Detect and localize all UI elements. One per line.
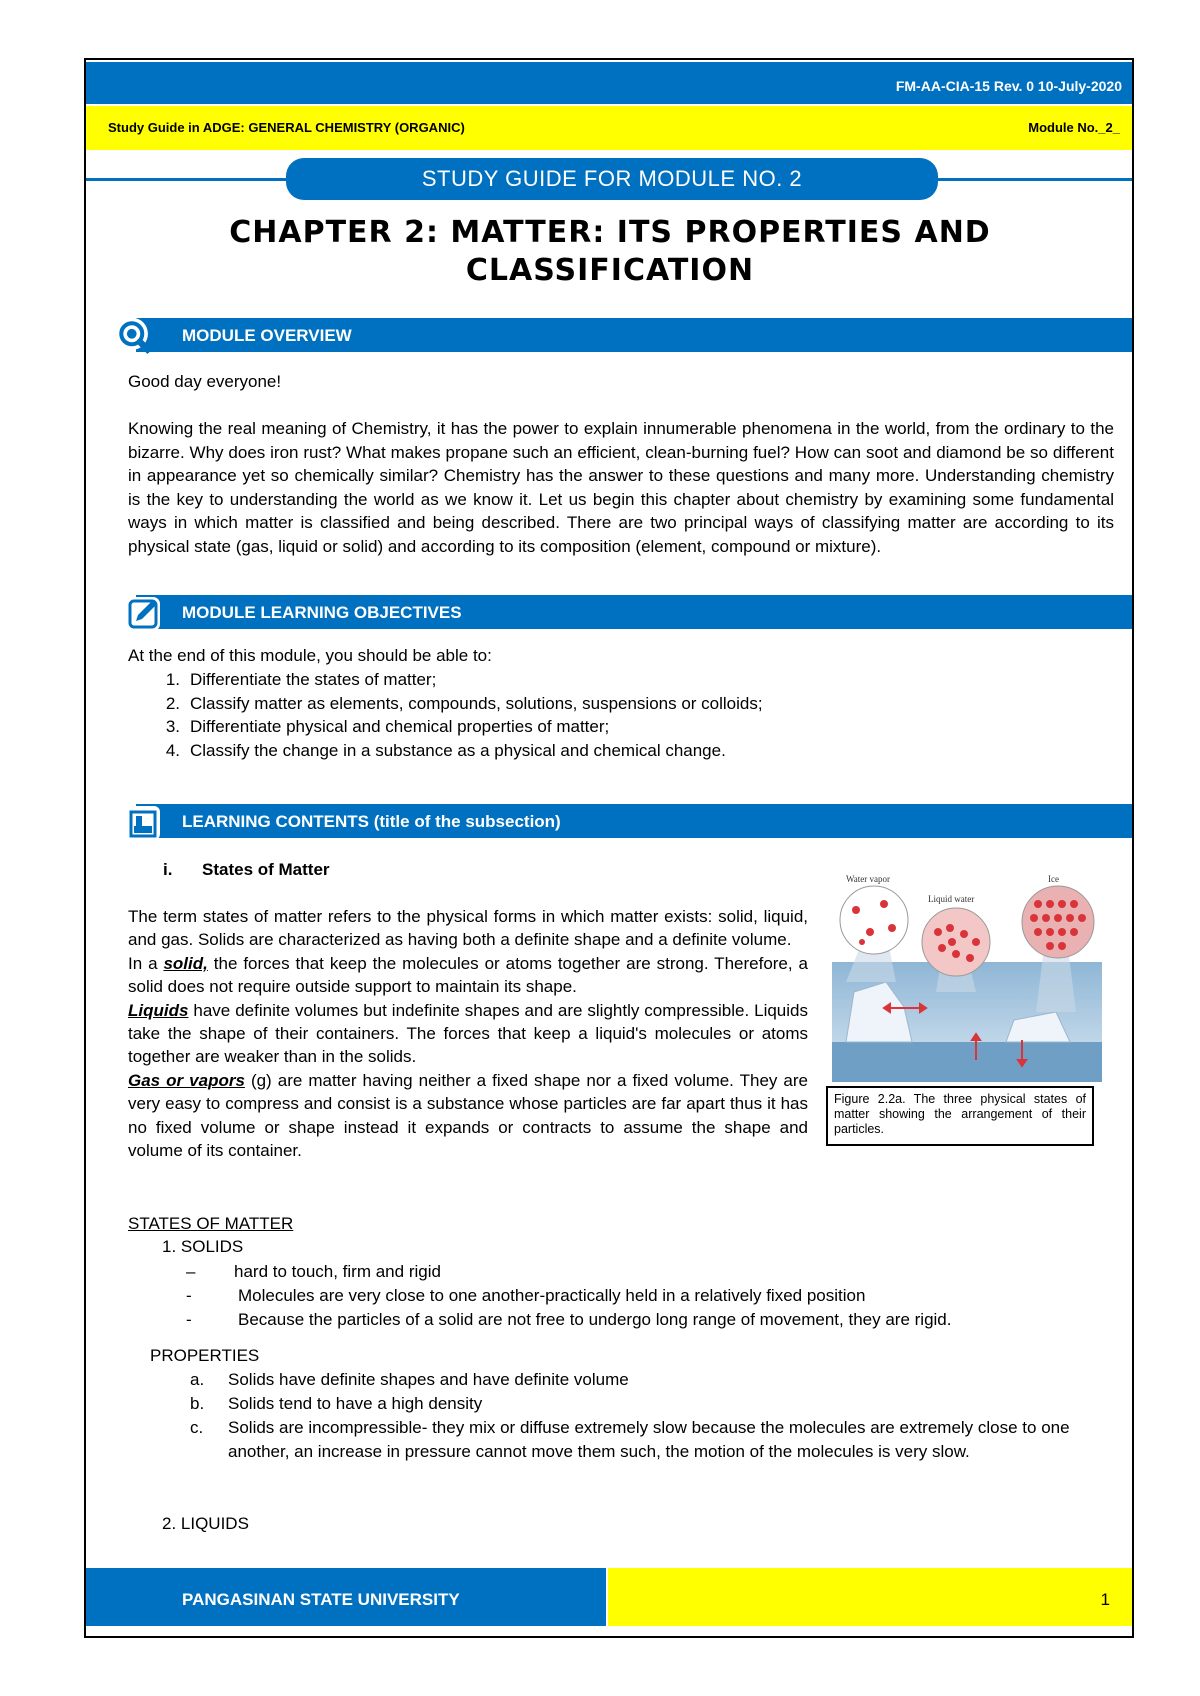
property-letter: b. <box>190 1394 205 1413</box>
figure-label-vapor: Water vapor <box>846 874 891 884</box>
objective-item: 3. Differentiate physical and chemical properties of matter; <box>165 717 610 736</box>
liquids-label: 2. LIQUIDS <box>162 1514 249 1533</box>
footer-page-bar <box>608 1568 1132 1626</box>
university-name: PANGASINAN STATE UNIVERSITY <box>182 1590 460 1609</box>
study-guide-label: Study Guide in ADGE: GENERAL CHEMISTRY (ORGANIC) <box>108 120 465 135</box>
gas-term: Gas or vapors <box>128 1070 245 1090</box>
objectives-list <box>128 668 763 762</box>
objectives-intro: At the end of this module, you should be able to: <box>128 646 492 665</box>
property-text: Solids tend to have a high density <box>228 1394 483 1413</box>
footer-university-bar <box>86 1568 606 1626</box>
objective-item: 1. Differentiate the states of matter; <box>165 670 437 689</box>
learning-objectives-header <box>136 595 1132 629</box>
chapter-title-line-1: CHAPTER 2: MATTER: ITS PROPERTIES AND <box>229 215 991 250</box>
figure-label-ice: Ice <box>1048 874 1059 884</box>
states-of-matter-heading: STATES OF MATTER <box>128 1214 294 1233</box>
objective-item: 4. Classify the change in a substance as a physical and chemical change. <box>165 740 726 760</box>
figure-caption: Figure 2.2a. The three physical states of matter showing the arrangement of their particles. <box>826 1086 1094 1146</box>
liquids-term: Liquids <box>128 1000 189 1020</box>
form-code: FM-AA-CIA-15 Rev. 0 10-July-2020 <box>895 78 1122 94</box>
solid-point: - <box>186 1286 192 1305</box>
solid-point-text: Molecules are very close to one another-practically held in a relatively fixed position <box>238 1286 866 1305</box>
property-letter: a. <box>190 1370 205 1389</box>
solid-point: – <box>186 1262 196 1281</box>
magnifier-icon <box>114 316 156 358</box>
property-letter: c. <box>190 1418 204 1437</box>
properties-label: PROPERTIES <box>150 1346 260 1365</box>
banner-line-right <box>920 178 1132 181</box>
liquid-paragraph: Liquids have definite volumes but indefinite shapes and are slightly compressible. Liquids take the shape of their containers. The forces that keep a liquid's molecules or atoms together are weaker than in the solids. <box>128 1000 808 1067</box>
solids-label: 1. SOLIDS <box>162 1237 244 1256</box>
solid-point-text: Because the particles of a solid are not free to undergo long range of movement, they are rigid. <box>238 1310 952 1329</box>
learning-contents-title: LEARNING CONTENTS (title of the subsection) <box>182 812 561 831</box>
banner-line-left <box>86 178 306 181</box>
states-of-matter-figure <box>826 872 1106 1086</box>
objective-item: 2. Classify matter as elements, compounds, solutions, suspensions or colloids; <box>165 693 763 713</box>
module-number-label: Module No._2_ <box>1028 120 1120 135</box>
greeting-text: Good day everyone! <box>128 372 282 391</box>
module-overview-header <box>136 318 1132 352</box>
solid-term: solid, <box>163 953 208 973</box>
module-overview-title: MODULE OVERVIEW <box>182 326 352 345</box>
chapter-title <box>130 214 1090 290</box>
header-yellow-bar <box>86 106 1132 150</box>
states-intro: The term states of matter refers to the physical forms in which matter exists: solid, liquid, and gas. Solids are characterized as having both a definite shape and a definite volume. <box>128 907 808 950</box>
page-number: 1 <box>1100 1590 1110 1609</box>
learning-objectives-title: MODULE LEARNING OBJECTIVES <box>182 603 462 622</box>
property-text: Solids are incompressible- they mix or diffuse extremely slow because the molecules are extremely close to one another, an increase in pressure cannot move them such, the motion of the molecules is very slow. <box>228 1418 1070 1461</box>
states-description <box>128 905 808 1162</box>
header-top-bar <box>86 62 1132 104</box>
solid-paragraph: In a solid, the forces that keep the molecules or atoms together are strong. Therefore, a solid does not require outside support to maintain its shape. <box>128 953 808 997</box>
chapter-title-line-2: CLASSIFICATION <box>465 253 755 288</box>
figure-label-liquid: Liquid water <box>928 894 975 904</box>
book-icon <box>124 802 164 842</box>
subsection-number: i. <box>163 860 173 879</box>
study-guide-banner: STUDY GUIDE FOR MODULE NO. 2 <box>286 158 938 200</box>
solid-point-text: hard to touch, firm and rigid <box>234 1262 441 1281</box>
gas-paragraph: Gas or vapors (g) are matter having neither a fixed shape nor a fixed volume. They are very easy to compress and consist is a substance whose particles are far apart thus it has no fixed volume or shape instead it expands or contracts to assume the shape and volume of its container. <box>128 1070 808 1161</box>
pencil-icon <box>124 593 164 633</box>
property-text: Solids have definite shapes and have definite volume <box>228 1370 629 1389</box>
solid-point: - <box>186 1310 192 1329</box>
learning-contents-header <box>136 804 1132 838</box>
overview-paragraph: Knowing the real meaning of Chemistry, it has the power to explain innumerable phenomena in the world, from the ordinary to the bizarre. Why does iron rust? What makes propane such an efficient, clean-burning fuel? How can soot and diamond be so different in appearance yet so chemically similar? Chemistry has the answer to these questions and many more. Understanding chemistry is the key to understanding the world as we know it. Let us begin this chapter about chemistry by examining some fundamental ways in which matter is classified and being described. There are two principal ways of classifying matter are according to its physical state (gas, liquid or solid) and according to its composition (element, compound or mixture). <box>128 419 1114 556</box>
subsection-title: States of Matter <box>202 860 330 879</box>
